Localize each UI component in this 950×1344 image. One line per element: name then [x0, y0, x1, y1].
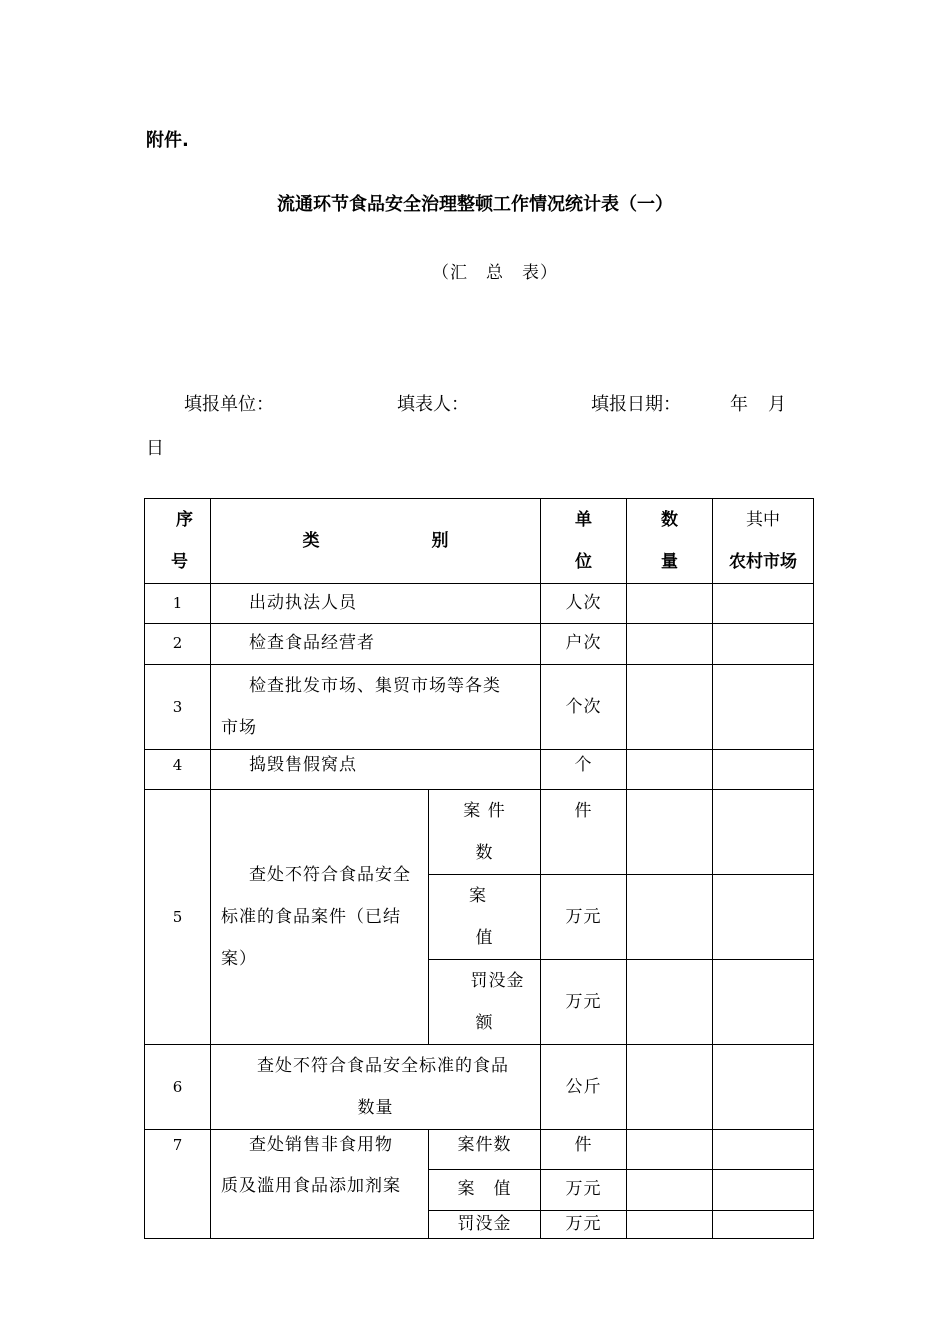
- attachment-label: 附件.: [146, 130, 189, 151]
- row-unit: 件: [541, 1130, 627, 1170]
- rural-cell[interactable]: [713, 750, 814, 790]
- sub-category-line2: 值: [475, 928, 494, 948]
- header-seq-bottom: 号: [171, 552, 188, 572]
- row-unit: 万元: [541, 1170, 627, 1211]
- row-unit: 公斤: [541, 1045, 627, 1130]
- rural-cell[interactable]: [713, 1045, 814, 1130]
- row-category: 捣毁售假窝点: [211, 750, 541, 790]
- document-subtitle: （汇 总 表）: [432, 263, 558, 283]
- quantity-cell[interactable]: [627, 584, 713, 624]
- header-rural-bottom: 农村市场: [729, 552, 797, 572]
- quantity-cell[interactable]: [627, 1045, 713, 1130]
- header-quantity: [627, 499, 713, 584]
- rural-cell[interactable]: [713, 584, 814, 624]
- row-category-line1: 查处销售非食用物: [249, 1135, 393, 1155]
- row-category: [211, 790, 429, 1045]
- rural-cell[interactable]: [713, 1130, 814, 1170]
- sub-category: [429, 790, 541, 875]
- row-category-line1: 检查批发市场、集贸市场等各类: [249, 676, 501, 696]
- reporting-unit-label: 填报单位：: [184, 394, 274, 415]
- quantity-cell[interactable]: [627, 750, 713, 790]
- quantity-cell[interactable]: [627, 1211, 713, 1239]
- sub-category-line1: 罚没金: [470, 971, 525, 991]
- row-number: 7: [145, 1130, 211, 1239]
- sub-category: 案 值: [429, 1170, 541, 1211]
- header-category-left: 类: [302, 531, 320, 551]
- sub-category-line1: 案: [469, 886, 487, 906]
- quantity-cell[interactable]: [627, 624, 713, 665]
- row-category-line1: 查处不符合食品安全标准的食品: [257, 1056, 509, 1076]
- row-category-line3: 案）: [221, 949, 257, 969]
- row-category-line2: 标准的食品案件（已结: [221, 907, 401, 927]
- quantity-cell[interactable]: [627, 790, 713, 875]
- row-unit: 万元: [541, 960, 627, 1045]
- row-category-line2: 质及滥用食品添加剂案: [221, 1176, 401, 1196]
- header-rural-top: 其中: [746, 510, 780, 530]
- document-title: 流通环节食品安全治理整顿工作情况统计表（一）: [277, 194, 673, 215]
- rural-cell[interactable]: [713, 1170, 814, 1211]
- rural-cell[interactable]: [713, 1211, 814, 1239]
- table-row: [145, 750, 814, 790]
- sub-category-line1: 案 件: [463, 801, 506, 821]
- table-row: [145, 790, 814, 875]
- row-category: [211, 1045, 541, 1130]
- header-quantity-top: 数: [661, 510, 678, 530]
- month-label: 月: [768, 394, 786, 415]
- rural-cell[interactable]: [713, 960, 814, 1045]
- header-category-right: 别: [431, 531, 449, 551]
- table-row: [145, 665, 814, 750]
- row-category: [211, 665, 541, 750]
- rural-cell[interactable]: [713, 624, 814, 665]
- row-number: 2: [145, 624, 211, 665]
- sub-category-line2: 数: [475, 843, 494, 863]
- row-number: 1: [145, 584, 211, 624]
- header-seq: [145, 499, 211, 584]
- quantity-cell[interactable]: [627, 960, 713, 1045]
- row-category: 检查食品经营者: [211, 624, 541, 665]
- row-category-line1: 查处不符合食品安全: [249, 865, 411, 885]
- quantity-cell[interactable]: [627, 1170, 713, 1211]
- row-category-line2: 数量: [357, 1098, 394, 1118]
- header-unit-bottom: 位: [575, 552, 592, 572]
- row-unit: 件: [541, 790, 627, 875]
- quantity-cell[interactable]: [627, 665, 713, 750]
- day-label: 日: [146, 438, 164, 459]
- quantity-cell[interactable]: [627, 1130, 713, 1170]
- rural-cell[interactable]: [713, 875, 814, 960]
- row-category: 出动执法人员: [211, 584, 541, 624]
- quantity-cell[interactable]: [627, 875, 713, 960]
- sub-category: [429, 875, 541, 960]
- sub-category: [429, 960, 541, 1045]
- header-unit: [541, 499, 627, 584]
- rural-cell[interactable]: [713, 665, 814, 750]
- sub-category: 案件数: [429, 1130, 541, 1170]
- row-unit: 万元: [541, 875, 627, 960]
- row-category: [211, 1130, 429, 1239]
- row-number: 4: [145, 750, 211, 790]
- row-category-line2: 市场: [221, 718, 257, 738]
- row-unit: 个次: [541, 665, 627, 750]
- rural-cell[interactable]: [713, 790, 814, 875]
- table-row: [145, 1045, 814, 1130]
- header-rural-market: [713, 499, 814, 584]
- row-unit: 个: [541, 750, 627, 790]
- header-unit-top: 单: [575, 510, 592, 530]
- table-header-row: [145, 499, 814, 584]
- header-category: [211, 499, 541, 584]
- header-quantity-bottom: 量: [661, 552, 678, 572]
- statistics-table: [144, 498, 814, 1239]
- report-date-label: 填报日期：: [591, 394, 681, 415]
- form-filler-label: 填表人：: [397, 394, 469, 415]
- header-seq-top: 序: [176, 510, 193, 530]
- sub-category-line2: 额: [475, 1013, 494, 1033]
- row-number: 5: [145, 790, 211, 1045]
- table-row: [145, 1130, 814, 1170]
- row-unit: 人次: [541, 584, 627, 624]
- row-unit: 户次: [541, 624, 627, 665]
- year-label: 年: [730, 394, 748, 415]
- table-row: [145, 624, 814, 665]
- row-unit: 万元: [541, 1211, 627, 1239]
- row-number: 6: [145, 1045, 211, 1130]
- sub-category: 罚没金: [429, 1211, 541, 1239]
- row-number: 3: [145, 665, 211, 750]
- table-row: [145, 584, 814, 624]
